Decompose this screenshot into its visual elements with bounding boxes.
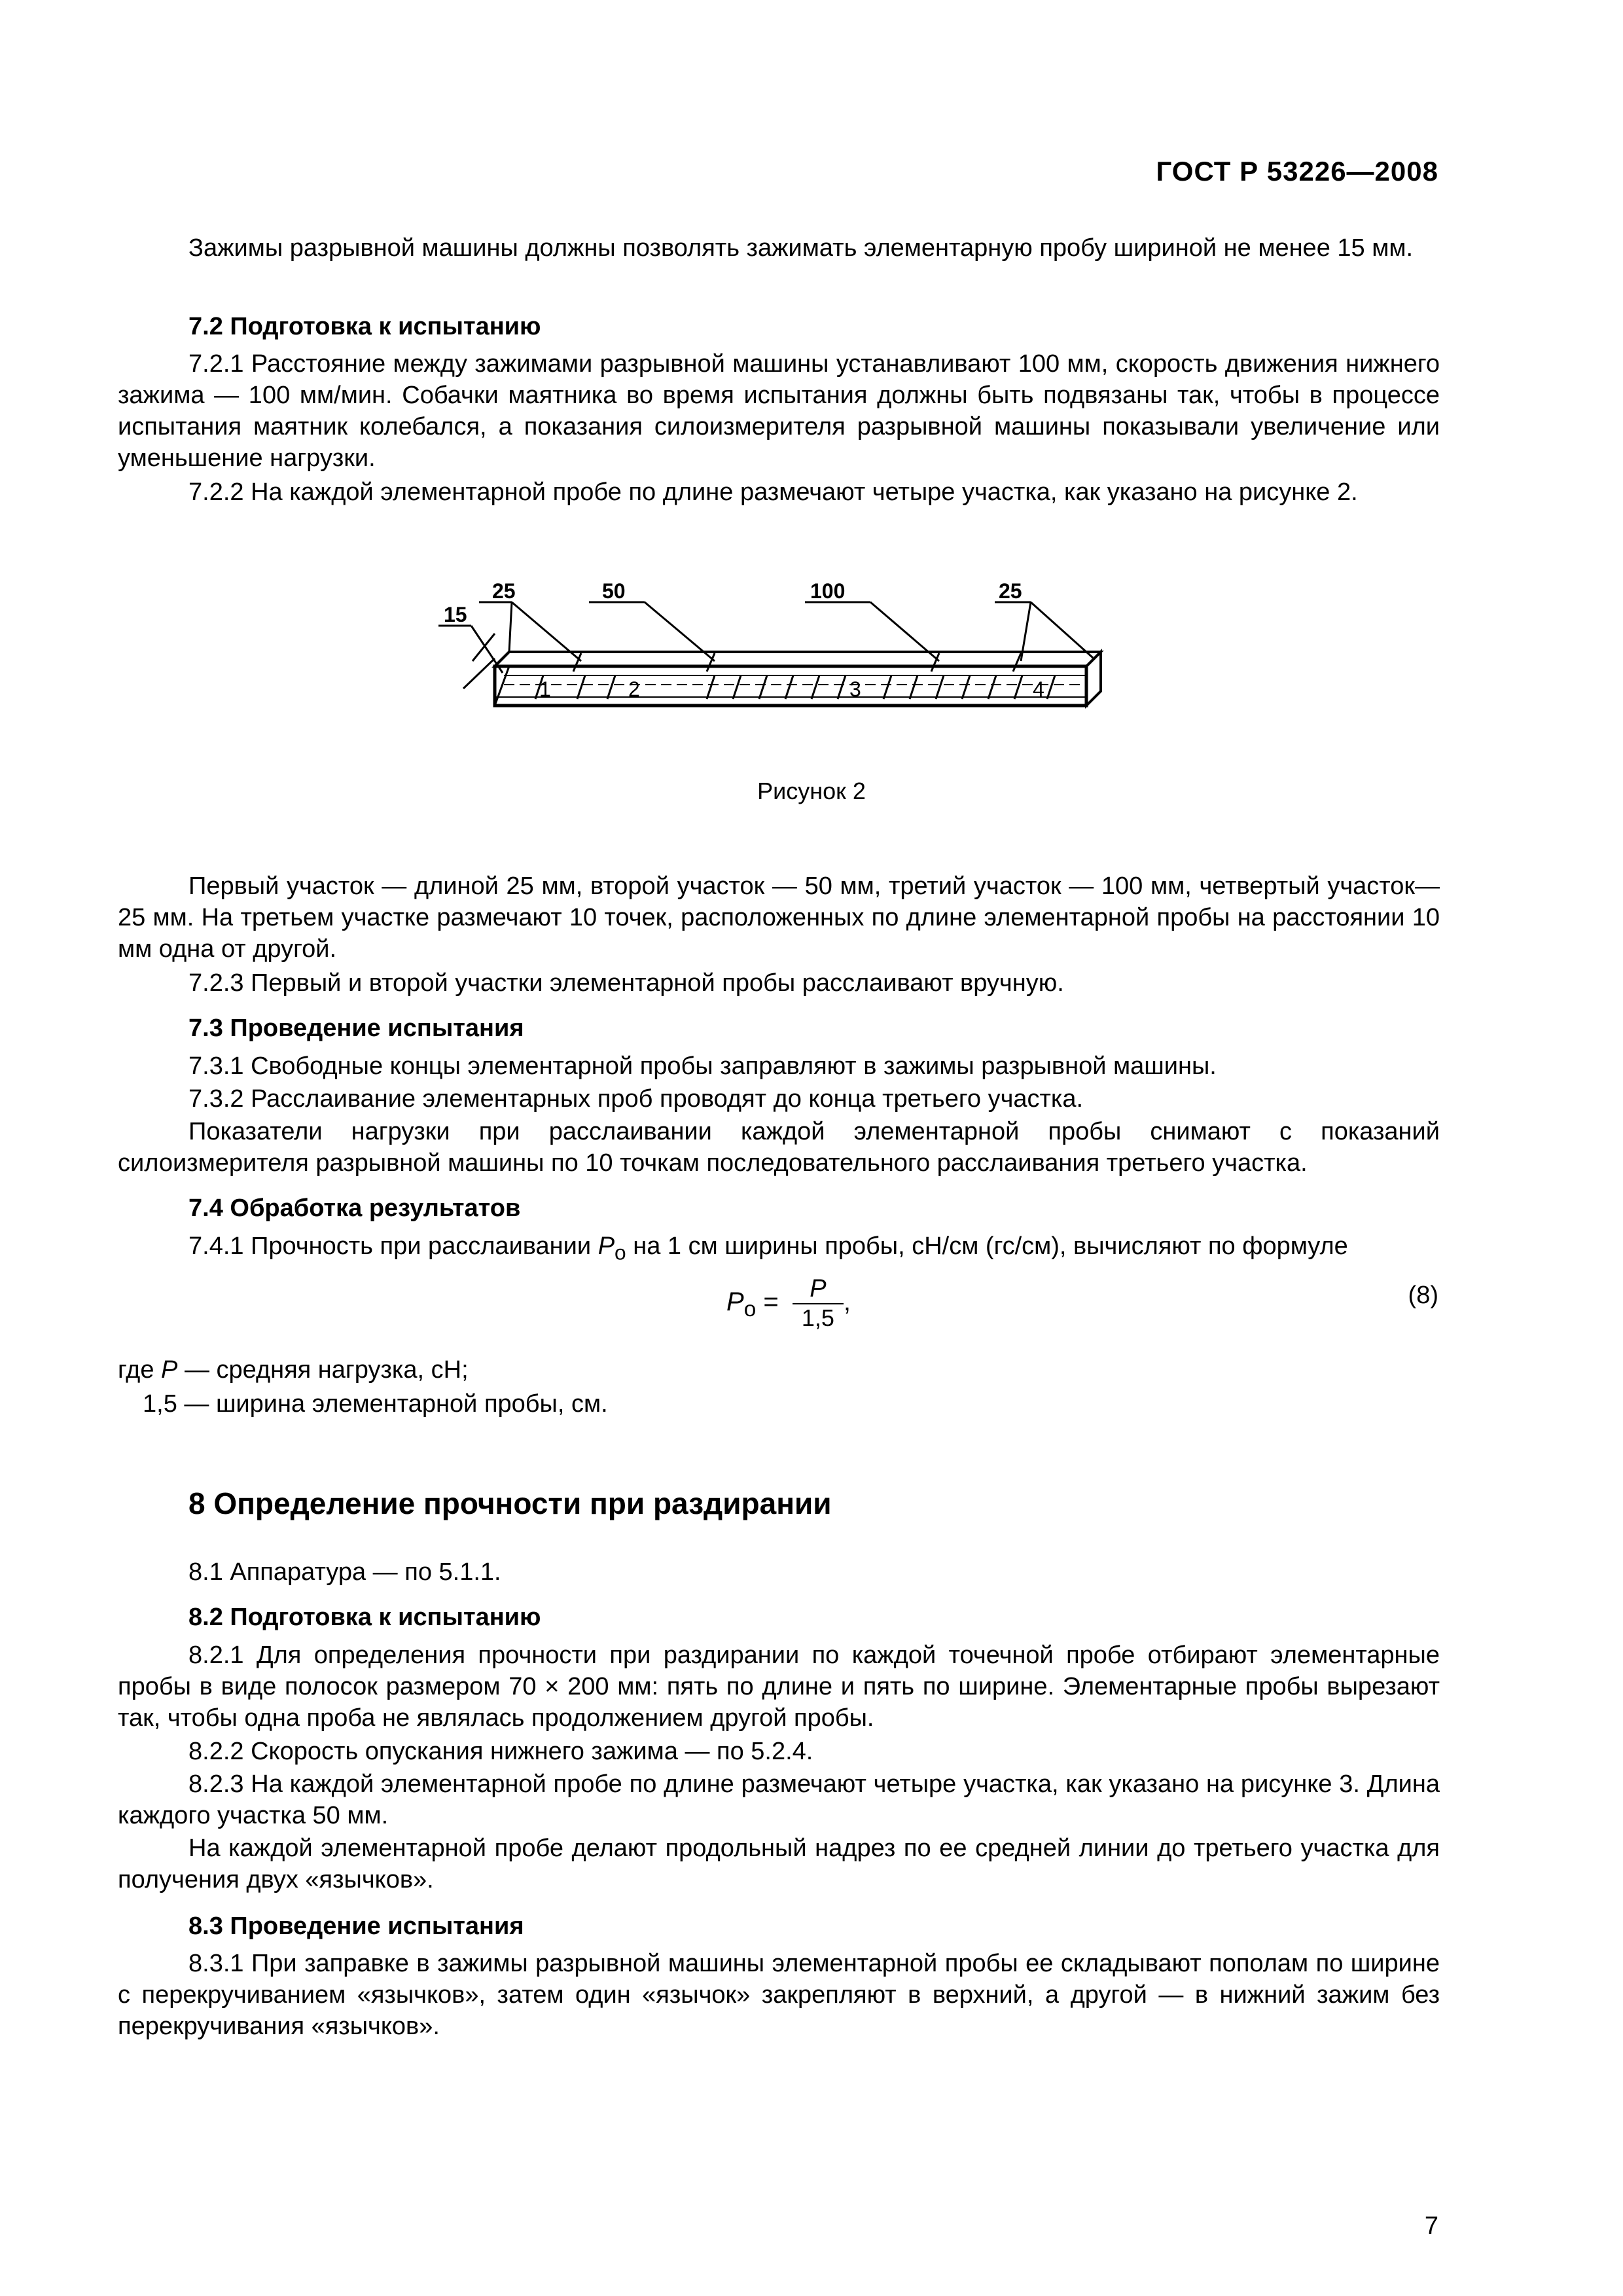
figure-2-drawing <box>432 563 1152 740</box>
strength-symbol-subscript: о <box>615 1240 626 1265</box>
formula-fraction <box>793 1275 844 1332</box>
formula-numerator: P <box>793 1275 844 1304</box>
heading-8-3: 8.3 Проведение испытания <box>188 1912 524 1940</box>
strength-symbol: P <box>597 1232 615 1260</box>
paragraph-7-4-1-lead: 7.4.1 Прочность при расслаивании <box>188 1232 598 1260</box>
section-hatch-marks <box>535 675 1055 699</box>
section-label-2: 2 <box>628 677 640 701</box>
paragraph-7-3-2: 7.3.2 Расслаивание элементарных проб проводят до конца третьего участка. <box>188 1085 1084 1113</box>
paragraph-7-2-1: 7.2.1 Расстояние между зажимами разрывной машины устанавливают 100 мм, скорость движения нижнего зажима — 100 мм/мин. Собачки маятника во время испытания должны быть подвязаны так, чтобы в процессе испытания маятник колебался, а показания силоизмерителя разрывной машины показывали увеличение или уменьшение нагрузки. <box>118 350 1440 472</box>
section-label-3: 3 <box>849 677 861 701</box>
paragraph-8-1: 8.1 Аппаратура — по 5.1.1. <box>188 1558 501 1586</box>
figure-caption: Рисунок 2 <box>757 778 866 804</box>
formula-comma: , <box>843 1287 851 1317</box>
dim-label-15: 15 <box>444 603 467 626</box>
bar-right-face <box>1086 652 1101 706</box>
paragraph-8-2-2: 8.2.2 Скорость опускания нижнего зажима — по 5.2.4. <box>188 1738 813 1765</box>
paragraph-sections: Первый участок — длиной 25 мм, второй участок — 50 мм, третий участок — 100 мм, четвертый участок— 25 мм. На третьем участке размечают 10 точек, расположенных по длине элементарной пробы на расстоянии 10 мм одна от другой. <box>118 872 1440 963</box>
where-definition: — средняя нагрузка, сН; <box>177 1356 469 1384</box>
paragraph-8-3-1: 8.3.1 При заправке в зажимы разрывной машины элементарной пробы ее складывают пополам по ширине с перекручиванием «язычков», затем один «язычок» закрепляют в верхний, а другой — в нижний зажим без перекручивания «язычков». <box>118 1950 1440 2040</box>
heading-7-2: 7.2 Подготовка к испытанию <box>188 313 541 340</box>
formula-equals: = <box>763 1287 779 1317</box>
paragraph-7-2-3: 7.2.3 Первый и второй участки элементарной пробы расслаивают вручную. <box>188 969 1064 997</box>
paragraph-7-2-2: 7.2.2 На каждой элементарной пробе по длине размечают четыре участка, как указано на рисунке 2. <box>188 478 1358 506</box>
formula-lhs-subscript: о <box>743 1297 757 1322</box>
formula-number: (8) <box>1408 1282 1438 1309</box>
heading-8-2: 8.2 Подготовка к испытанию <box>188 1604 541 1631</box>
dim-label-50: 50 <box>602 579 626 603</box>
where-lead: где <box>118 1356 162 1384</box>
section-8-title: 8 Определение прочности при раздирании <box>188 1486 832 1520</box>
formula-denominator: 1,5 <box>801 1304 834 1331</box>
section-label-1: 1 <box>539 677 551 701</box>
paragraph-8-2-1: 8.2.1 Для определения прочности при раздирании по каждой точечной пробе отбирают элементарные пробы в виде полосок размером 70 × 200 мм: пять по длине и пять по ширине. Элементарные пробы вырезают так, чтобы одна проба не являлась продолжением другой пробы. <box>118 1641 1440 1732</box>
dim-label-25-first: 25 <box>492 579 516 603</box>
paragraph-notch: На каждой элементарной пробе делают продольный надрез по ее средней линии до третьего участка для получения двух «язычков». <box>118 1835 1440 1893</box>
document-code: ГОСТ Р 53226—2008 <box>1156 156 1438 187</box>
paragraph-7-4-1 <box>118 1230 1440 1268</box>
paragraph-clamps: Зажимы разрывной машины должны позволять зажимать элементарную пробу шириной не менее 15 мм. <box>188 234 1414 262</box>
bar-top-face <box>495 652 1101 666</box>
heading-7-3: 7.3 Проведение испытания <box>188 1014 524 1042</box>
dim-label-100: 100 <box>810 579 846 603</box>
section-boundary-ticks <box>573 653 1021 672</box>
where-line-2: 1,5 — ширина элементарной пробы, см. <box>143 1390 608 1418</box>
formula-lhs-symbol: P <box>726 1287 744 1317</box>
paragraph-7-4-1-rest: на 1 см ширины пробы, сН/см (гс/см), вычисляют по формуле <box>626 1232 1348 1260</box>
paragraph-7-3-1: 7.3.1 Свободные концы элементарной пробы заправляют в зажимы разрывной машины. <box>188 1052 1217 1080</box>
paragraph-load: Показатели нагрузки при расслаивании каждой элементарной пробы снимают с показаний силоизмерителя разрывной машины по 10 точкам последовательного расслаивания третьего участка. <box>118 1118 1440 1177</box>
page-number: 7 <box>1424 2212 1438 2240</box>
where-symbol: P <box>161 1356 178 1384</box>
section-label-4: 4 <box>1033 677 1044 701</box>
paragraph-8-2-3: 8.2.3 На каждой элементарной пробе по длине размечают четыре участка, как указано на рисунке 3. Длина каждого участка 50 мм. <box>118 1770 1440 1829</box>
formula-8 <box>726 1275 851 1332</box>
heading-7-4: 7.4 Обработка результатов <box>188 1194 521 1222</box>
dim-label-25-last: 25 <box>999 579 1022 603</box>
sample-bar <box>495 652 1101 706</box>
where-line-1 <box>118 1354 469 1386</box>
